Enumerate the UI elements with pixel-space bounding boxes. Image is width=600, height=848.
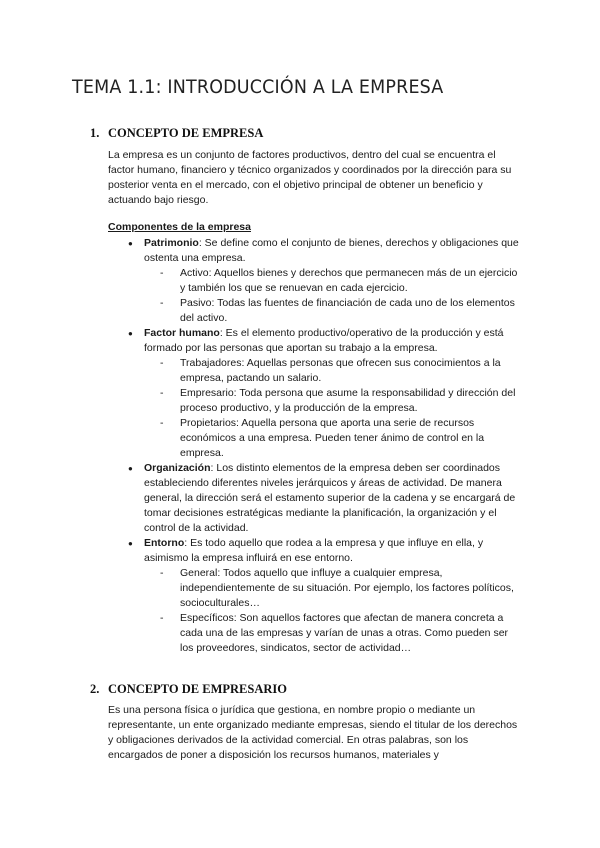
- subitem-text: Propietarios: Aquella persona que aporta una serie de recursos económicos a una empresa. Pueden tener ánimo de control en la empresa.: [180, 417, 485, 459]
- component-item: [108, 326, 523, 356]
- components-title: Componentes de la empresa: [108, 221, 251, 233]
- section-2-heading: [90, 682, 287, 697]
- dash-icon: -: [160, 567, 164, 579]
- component-item: [108, 536, 523, 566]
- component-subitem: [108, 566, 523, 611]
- section-2-title: CONCEPTO DE EMPRESARIO: [108, 682, 287, 696]
- section-1-intro: La empresa es un conjunto de factores productivos, dentro del cual se encuentra el factor humano, financiero y técnico organizados y coordinados por la dirección para su posterior venta en el mercado, con el objetivo principal de obtener un beneficio y actuando bajo riesgo.: [108, 149, 512, 206]
- subitem-text: Pasivo: Todas las fuentes de financiación de cada uno de los elementos del activo.: [180, 297, 515, 324]
- component-term: Patrimonio: [144, 237, 199, 249]
- components-list: [108, 236, 523, 656]
- component-subitem: [108, 416, 523, 461]
- section-2-text: Es una persona física o jurídica que gestiona, en nombre propio o mediante un representante, un ente organizado mediante empresas, siendo el titular de los derechos y obligaciones derivados de la actividad comercial. En otras palabras, son los encargados de poner a disposición los recursos humanos, materiales y: [108, 704, 518, 761]
- subitem-text: General: Todos aquello que influye a cualquier empresa, independientemente de su situación. Por ejemplo, los factores políticos, socioculturales…: [180, 567, 514, 609]
- section-2-number: 2.: [90, 682, 100, 696]
- component-text: : Es todo aquello que rodea a la empresa y que influye en ella, y asimismo la empresa influirá en ese entorno.: [144, 537, 484, 564]
- dash-icon: -: [160, 357, 164, 369]
- component-subitem: [108, 356, 523, 386]
- dash-icon: -: [160, 612, 164, 624]
- component-text: : Es el elemento productivo/operativo de la producción y está formado por las personas que aportan su trabajo a la empresa.: [144, 327, 504, 354]
- dash-icon: -: [160, 417, 164, 429]
- component-term: Factor humano: [144, 327, 220, 339]
- component-subitem: [108, 386, 523, 416]
- component-subitem: [108, 611, 523, 656]
- component-term: Organización: [144, 462, 211, 474]
- component-item: [108, 461, 523, 536]
- subitem-text: Específicos: Son aquellos factores que afectan de manera concreta a cada una de las empresas y varían de unas a otras. Como pueden ser los proveedores, sindicatos, sector de actividad…: [180, 612, 509, 654]
- section-1-title: CONCEPTO DE EMPRESA: [108, 126, 264, 140]
- component-subitem: [108, 266, 523, 296]
- component-item: [108, 236, 523, 266]
- bullet-icon: ●: [128, 539, 133, 548]
- bullet-icon: ●: [128, 464, 133, 473]
- dash-icon: -: [160, 387, 164, 399]
- section-1-heading: [90, 126, 263, 141]
- subitem-text: Activo: Aquellos bienes y derechos que permanecen más de un ejercicio y también los que se renuevan en cada ejercicio.: [180, 267, 518, 294]
- dash-icon: -: [160, 297, 164, 309]
- bullet-icon: ●: [128, 329, 133, 338]
- component-text: : Los distinto elementos de la empresa deben ser coordinados estableciendo diferentes niveles jerárquicos y áreas de actividad. De manera general, la dirección será el estamento superior de la cadena y se encargará de tomar decisiones estratégicas mediante la planificación, la organización y el control de la actividad.: [144, 462, 516, 534]
- subitem-text: Trabajadores: Aquellas personas que ofrecen sus conocimientos a la empresa, pactando un salario.: [180, 357, 501, 384]
- component-term: Entorno: [144, 537, 185, 549]
- page-title: TEMA 1.1: INTRODUCCIÓN A LA EMPRESA: [72, 76, 444, 98]
- component-subitem: [108, 296, 523, 326]
- section-1-number: 1.: [90, 126, 100, 140]
- subitem-text: Empresario: Toda persona que asume la responsabilidad y dirección del proceso productivo, y la producción de la empresa.: [180, 387, 516, 414]
- dash-icon: -: [160, 267, 164, 279]
- component-text: : Se define como el conjunto de bienes, derechos y obligaciones que ostenta una empresa.: [144, 237, 519, 264]
- bullet-icon: ●: [128, 239, 133, 248]
